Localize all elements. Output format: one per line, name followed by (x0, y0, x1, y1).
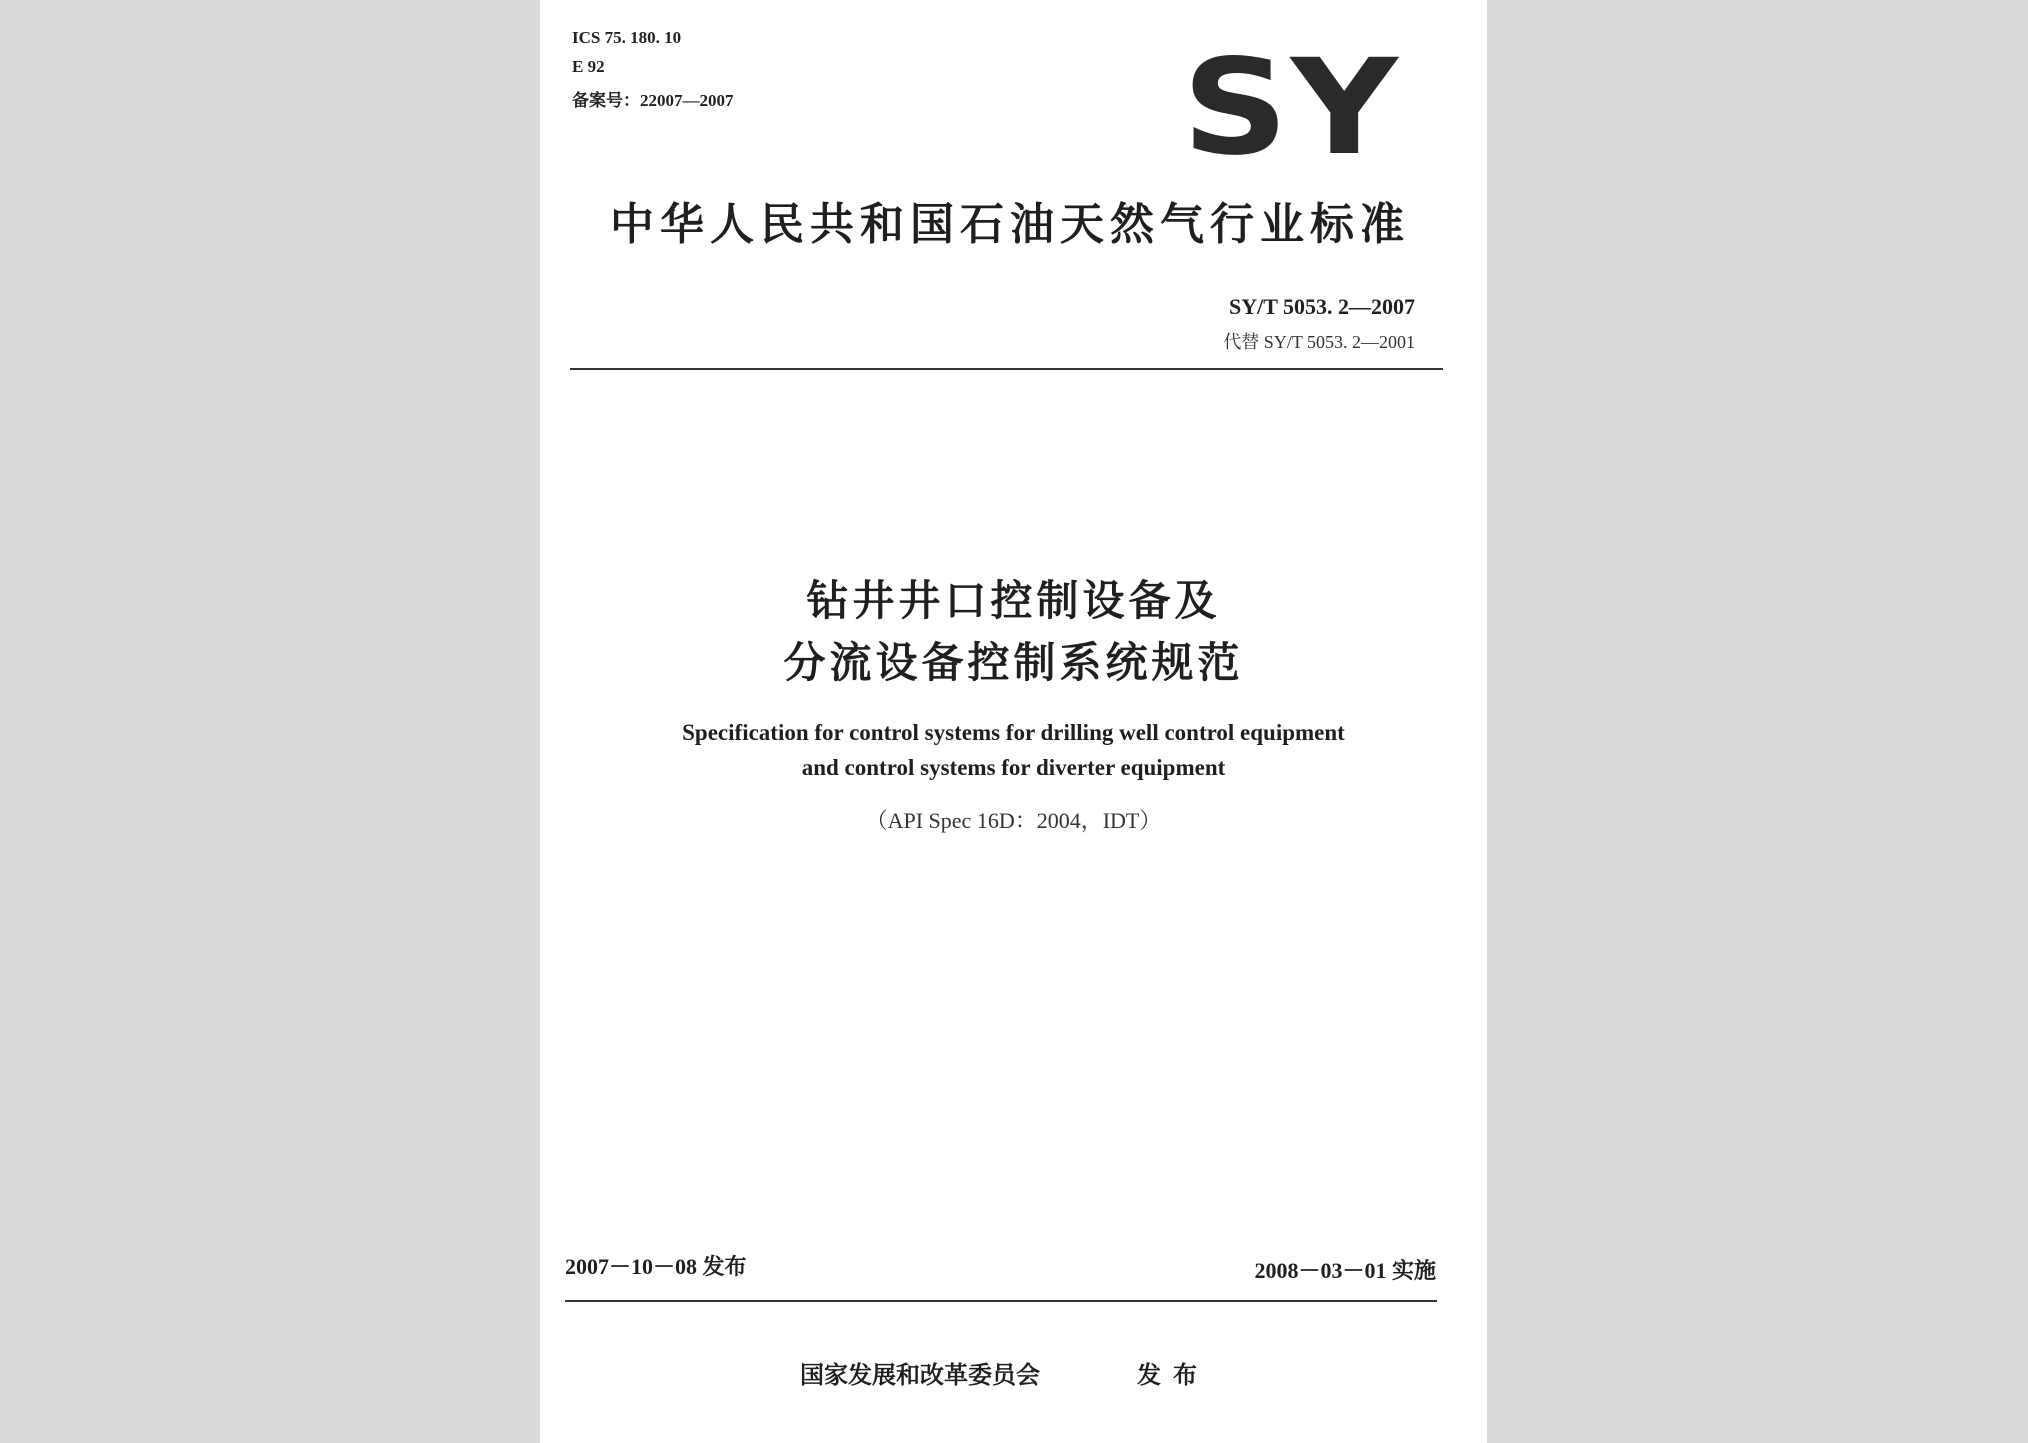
classification-code: E 92 (572, 57, 605, 76)
standard-category-title: 中华人民共和国石油天然气行业标准 (610, 199, 1410, 250)
replaced-standard: 代替 SY/T 5053. 2—2001 (1223, 332, 1415, 352)
chinese-title-line-1: 钻井井口控制设备及 (806, 576, 1221, 625)
english-title-line-1: Specification for control systems for drilling well control equipment (682, 720, 1345, 745)
publish-label: 发布 (1137, 1361, 1209, 1389)
sy-logo: SY (1182, 31, 1401, 185)
ics-code: ICS 75. 180. 10 (572, 28, 682, 47)
standard-code: SY/T 5053. 2—2007 (1228, 294, 1415, 319)
implementation-date: 2008－03－01 实施 (1254, 1258, 1436, 1283)
footer-divider (565, 1300, 1437, 1302)
english-title-line-2: and control systems for diverter equipment (801, 755, 1226, 780)
filing-number: 备案号：22007—2007 (572, 91, 734, 110)
issue-date: 2007－10－08 发布 (565, 1254, 747, 1279)
header-divider (570, 368, 1443, 370)
chinese-title-line-2: 分流设备控制系统规范 (783, 638, 1244, 687)
adoption-note: （API Spec 16D：2004，IDT） (865, 808, 1162, 833)
document-page (540, 0, 1487, 1443)
publisher-name: 国家发展和改革委员会 (800, 1361, 1040, 1389)
